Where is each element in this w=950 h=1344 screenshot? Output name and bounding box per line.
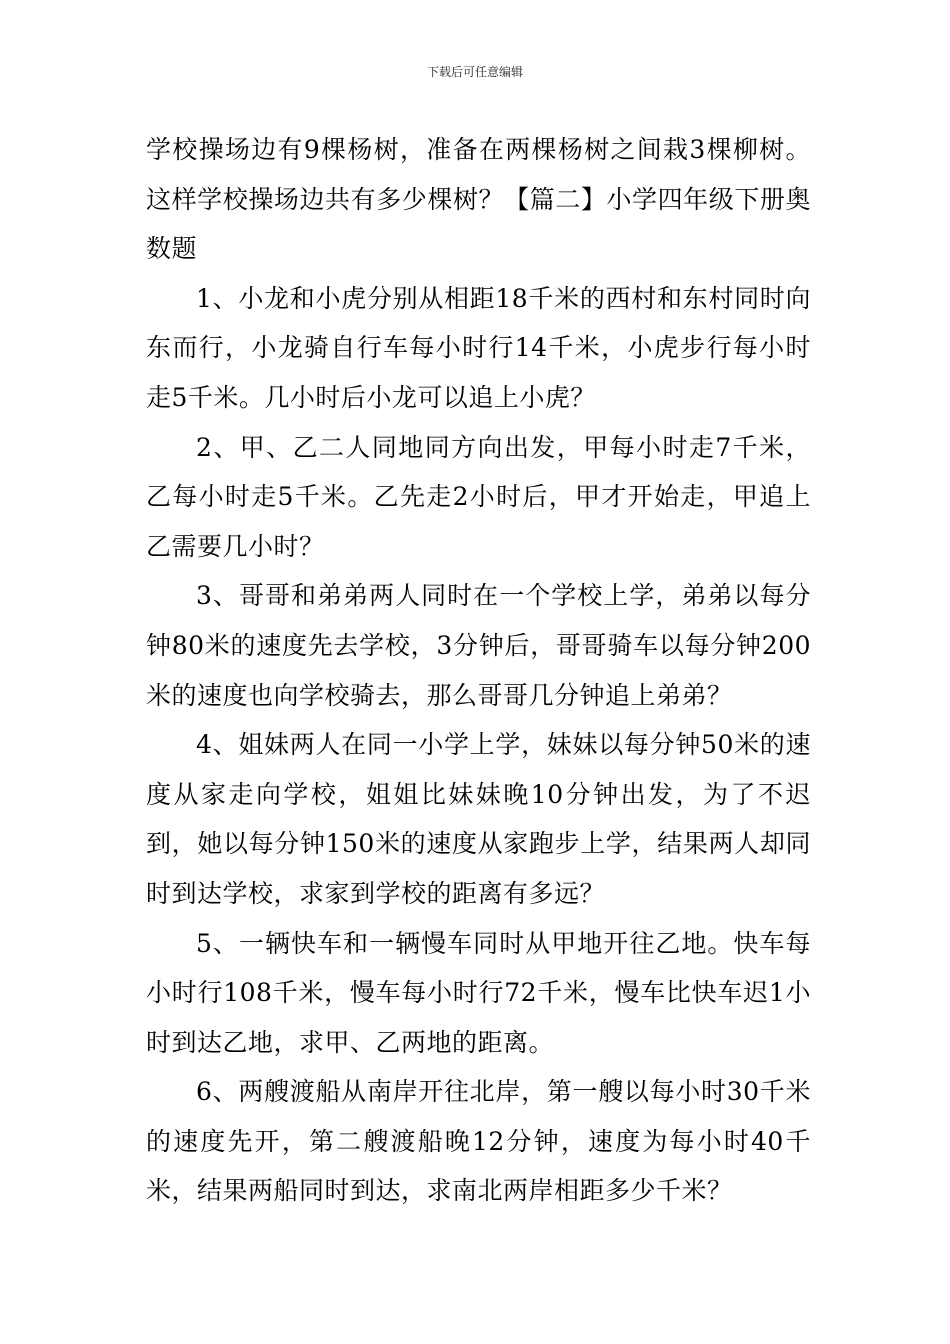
problem-5: 5、一辆快车和一辆慢车同时从甲地开往乙地。快车每小时行108千米，慢车每小时行72千米，慢车比快车迟1小时到达乙地，求甲、乙两地的距离。: [146, 928, 811, 1057]
problem-6: 6、两艘渡船从南岸开往北岸，第一艘以每小时30千米的速度先开，第二艘渡船晚12分钟，速度为每小时40千米，结果两船同时到达，求南北两岸相距多少千米？: [146, 1077, 811, 1206]
problem-4: 4、姐妹两人在同一小学上学，妹妹以每分钟50米的速度从家走向学校，姐姐比妹妹晚10分钟出发，为了不迟到，她以每分钟150米的速度从家跑步上学，结果两人却同时到达学校，求家到学校的距离有多远？: [146, 730, 811, 908]
problem-2: 2、甲、乙二人同地同方向出发，甲每小时走7千米，乙每小时走5千米。乙先走2小时后，甲才开始走，甲追上乙需要几小时？: [146, 432, 811, 561]
problem-3: 3、哥哥和弟弟两人同时在一个学校上学，弟弟以每分钟80米的速度先去学校，3分钟后，哥哥骑车以每分钟200米的速度也向学校骑去，那么哥哥几分钟追上弟弟？: [146, 581, 811, 710]
page-header: 下载后可任意编辑: [426, 65, 523, 79]
paragraph-intro: 学校操场边有9棵杨树，准备在两棵杨树之间栽3棵柳树。这样学校操场边共有多少棵树？【篇二】小学四年级下册奥数题: [146, 135, 811, 264]
problem-1: 1、小龙和小虎分别从相距18千米的西村和东村同时向东而行，小龙骑自行车每小时行14千米，小虎步行每小时走5千米。几小时后小龙可以追上小虎？: [146, 283, 811, 412]
document-body: [146, 125, 811, 1216]
